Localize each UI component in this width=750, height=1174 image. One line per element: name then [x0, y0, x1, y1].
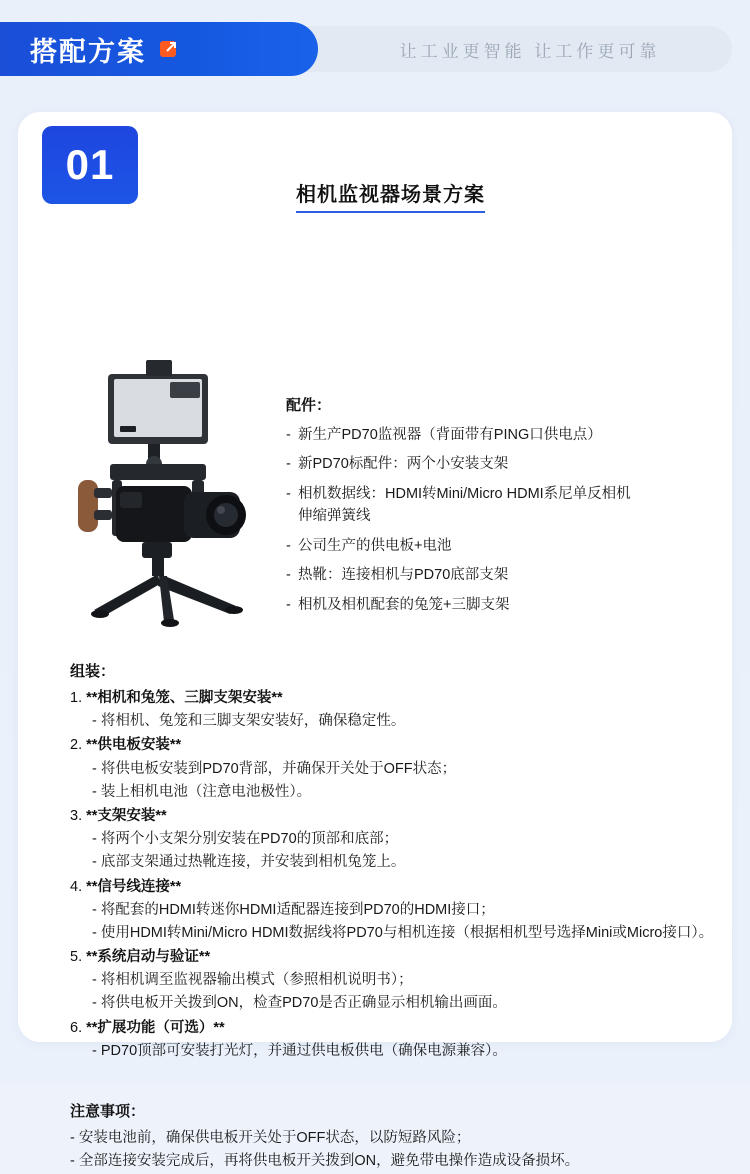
list-item-continuation: [286, 505, 736, 527]
header-subtitle-pill: [268, 26, 732, 72]
section-number-badge: 01: [42, 126, 138, 204]
list-item: [286, 594, 736, 616]
step-title: **信号线连接**: [86, 878, 182, 895]
list-item: [286, 453, 736, 475]
bullet-dash: -: [286, 596, 291, 613]
substep: - 将相机调至监视器输出模式（参照相机说明书）；: [92, 972, 413, 989]
bullet-dash: -: [286, 537, 291, 554]
step-number: 6.: [70, 1019, 83, 1036]
parts-section: [286, 394, 736, 623]
step-number: 3.: [70, 807, 83, 824]
substep: - 将相机、兔笼和三脚支架安装好，确保稳定性。: [92, 713, 406, 730]
camera-rig-photo: [60, 360, 282, 638]
list-item: [286, 535, 736, 557]
step-number: 2.: [70, 737, 83, 754]
page-header: [0, 0, 750, 96]
list-item-label: 公司生产的供电板+电池: [298, 537, 452, 554]
header-title-pill: [0, 22, 318, 76]
step-row: [70, 687, 730, 710]
step-title: **支架安装**: [86, 807, 167, 824]
step-title: **相机和兔笼、三脚支架安装**: [86, 690, 283, 706]
list-item-label: 相机及相机配套的兔笼+三脚支架: [298, 596, 510, 613]
bullet-dash: -: [286, 456, 291, 473]
step-row: [70, 734, 730, 757]
step-row: [70, 805, 730, 828]
substep: - 将供电板安装到PD70背部，并确保开关处于OFF状态；: [92, 760, 457, 777]
list-item: [286, 483, 736, 505]
section-title: 相机监视器场景方案: [296, 178, 485, 213]
scenario-card: [18, 112, 732, 1170]
substep: - 将配套的HDMI转迷你HDMI适配器连接到PD70的HDMI接口；: [92, 901, 495, 918]
external-link-icon: [158, 37, 182, 61]
step-title: **系统启动与验证**: [86, 949, 211, 966]
page-title: 搭配方案: [30, 36, 146, 67]
step-row: [70, 946, 730, 969]
bullet-dash: -: [286, 427, 291, 443]
list-item-label: 伸缩弹簧线: [298, 508, 371, 525]
substep: - PD70顶部可安装打光灯，并通过供电板供电（确保电源兼容）。: [92, 1042, 507, 1059]
step-row: [70, 876, 730, 899]
notes-heading: 注意事项：: [70, 1103, 146, 1120]
header-bar: [0, 22, 750, 76]
assembly-heading: 组装：: [70, 663, 116, 680]
substep: - 底部支架通过热靴连接，并安装到相机兔笼上。: [92, 854, 406, 871]
notes-section: [70, 1100, 738, 1174]
assembly-section: [70, 660, 730, 1063]
list-item-label: 新PD70标配件：两个小安装支架: [298, 456, 509, 473]
header-subtitle: 让工业更智能 让工作更可靠: [399, 41, 661, 61]
step-title: **扩展功能（可选）**: [86, 1019, 225, 1036]
substep: - 使用HDMI转Mini/Micro HDMI数据线将PD70与相机连接（根据相机型号选择Mini或Micro接口）。: [92, 924, 714, 941]
step-row: [70, 1017, 730, 1040]
substep: - 装上相机电池（注意电池极性）。: [92, 783, 312, 800]
step-title: **供电板安装**: [86, 737, 182, 754]
step-number: 4.: [70, 878, 83, 895]
note-line: - 全部连接安装完成后，再将供电板开关拨到ON，避免带电操作造成设备损坏。: [70, 1153, 580, 1170]
list-item: [286, 564, 736, 586]
note-line: - 安装电池前，确保供电板开关处于OFF状态，以防短路风险；: [70, 1130, 471, 1146]
parts-list: [286, 424, 736, 616]
substep: - 将两个小支架分别安装在PD70的顶部和底部；: [92, 831, 399, 848]
step-number: 5.: [70, 949, 83, 966]
bullet-dash: -: [286, 567, 291, 584]
list-item: [286, 424, 736, 446]
substep: - 将供电板开关拨到ON，检查PD70是否正确显示相机输出画面。: [92, 995, 507, 1012]
parts-heading: 配件：: [286, 397, 332, 414]
step-number: 1.: [70, 690, 83, 706]
list-item-label: 新生产PD70监视器（背面带有PING口供电点）: [298, 427, 602, 443]
list-item-label: 相机数据线：HDMI转Mini/Micro HDMI系尼单反相机: [298, 485, 631, 502]
list-item-label: 热靴：连接相机与PD70底部支架: [298, 567, 509, 584]
bullet-dash: -: [286, 485, 291, 502]
